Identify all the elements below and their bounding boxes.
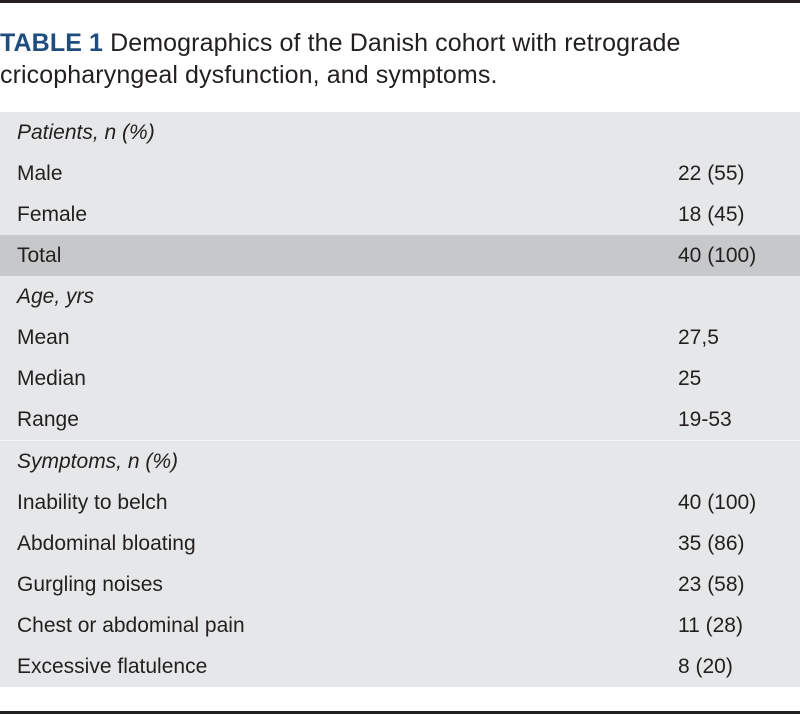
- row-label: Chest or abdominal pain: [17, 614, 245, 637]
- table-row-chest-or-abdominal-pain: [0, 605, 800, 646]
- row-label: Male: [17, 162, 63, 185]
- row-label: Abdominal bloating: [17, 532, 196, 555]
- row-label: Mean: [17, 326, 70, 349]
- top-rule: [0, 0, 800, 3]
- row-label: Range: [17, 408, 79, 431]
- section-header-patients: [0, 112, 800, 153]
- row-value: 25: [678, 367, 702, 390]
- row-value: 35 (86): [678, 532, 745, 555]
- row-label: Patients, n (%): [17, 121, 155, 144]
- table-number: TABLE 1: [0, 29, 104, 57]
- row-label: Symptoms, n (%): [17, 450, 179, 473]
- row-value: 40 (100): [678, 244, 757, 267]
- table-caption: [0, 27, 790, 91]
- row-value: 22 (55): [678, 162, 745, 185]
- section-header-symptoms: [0, 440, 800, 482]
- table-row-mean: [0, 317, 800, 358]
- table-row-female: [0, 194, 800, 235]
- row-label: Inability to belch: [17, 491, 168, 514]
- row-value: 11 (28): [678, 614, 743, 637]
- row-value: 40 (100): [678, 491, 757, 514]
- row-label: Female: [17, 203, 88, 226]
- demographics-table: [0, 112, 800, 687]
- caption-text: Demographics of the Danish cohort with retrograde cricopharyngeal dysfunction, and symptoms.: [0, 29, 681, 89]
- table-row-range: [0, 399, 800, 440]
- row-label: Excessive flatulence: [17, 655, 208, 678]
- table-row-inability-to-belch: [0, 482, 800, 523]
- row-value: 8 (20): [678, 655, 733, 678]
- row-label: Gurgling noises: [17, 573, 163, 596]
- row-value: 23 (58): [678, 573, 745, 596]
- table-row-abdominal-bloating: [0, 523, 800, 564]
- row-label: Age, yrs: [17, 285, 95, 308]
- table-row-male: [0, 153, 800, 194]
- row-value: 19-53: [678, 408, 732, 431]
- section-header-age: [0, 276, 800, 317]
- table-row-excessive-flatulence: [0, 646, 800, 687]
- bottom-rule: [0, 711, 800, 714]
- table-row-median: [0, 358, 800, 399]
- row-value: 18 (45): [678, 203, 745, 226]
- table-row-total: [0, 235, 800, 276]
- table-row-gurgling-noises: [0, 564, 800, 605]
- row-label: Median: [17, 367, 86, 390]
- row-value: 27,5: [678, 326, 719, 349]
- row-label: Total: [17, 244, 62, 267]
